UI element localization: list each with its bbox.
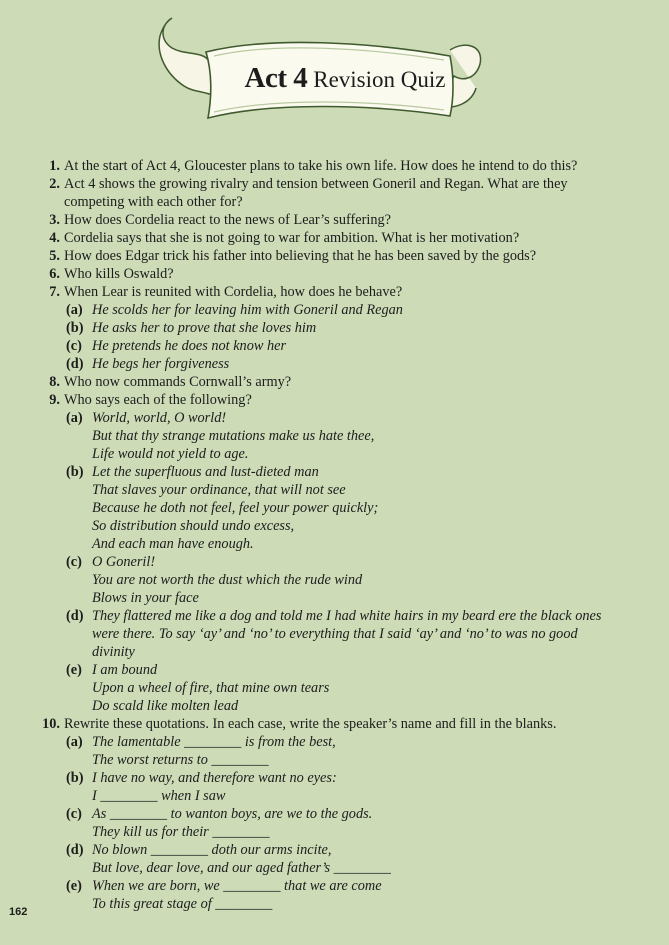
option-label: (e) (66, 662, 82, 678)
question-text: Who kills Oswald? (64, 266, 174, 282)
quiz-line (38, 661, 638, 679)
quotation-text: Blows in your face (92, 590, 199, 606)
option-label: (d) (66, 842, 84, 858)
question-number: 1. (49, 158, 60, 174)
quotation-text: He pretends he does not know her (92, 338, 287, 354)
quiz-line (38, 499, 638, 517)
question-number: 7. (49, 284, 60, 300)
option-label: (a) (66, 410, 83, 426)
quotation-text: He begs her forgiveness (92, 356, 230, 372)
title-act: Act 4 (244, 62, 308, 94)
question-number: 8. (49, 374, 60, 390)
quiz-line (38, 229, 638, 247)
quiz-line (38, 391, 638, 409)
question-text: Rewrite these quotations. In each case, write the speaker’s name and fill in the blanks. (64, 716, 557, 732)
question-text: When Lear is reunited with Cordelia, how does he behave? (64, 284, 403, 300)
quotation-text: O Goneril! (92, 554, 156, 570)
quiz-line (38, 319, 638, 337)
quiz-questions (38, 157, 638, 913)
quiz-line (38, 679, 638, 697)
quotation-text: World, world, O world! (92, 410, 227, 426)
quiz-line (38, 733, 638, 751)
quiz-line (38, 211, 638, 229)
quotation-text: Do scald like molten lead (92, 698, 239, 714)
quotation-text: I am bound (92, 662, 158, 678)
option-label: (e) (66, 878, 82, 894)
quiz-line (38, 355, 638, 373)
question-text: How does Cordelia react to the news of Lear’s suffering? (64, 212, 391, 228)
question-text: Who says each of the following? (64, 392, 252, 408)
quiz-line (38, 427, 638, 445)
quotation-text: But love, dear love, and our aged father’s ________ (92, 860, 391, 876)
page-title (200, 62, 490, 95)
quiz-line (38, 535, 638, 553)
quotation-text: That slaves your ordinance, that will not see (92, 482, 346, 498)
quiz-line (38, 247, 638, 265)
quotation-text: Life would not yield to age. (92, 446, 249, 462)
quiz-line (38, 877, 638, 895)
quotation-text: I ________ when I saw (92, 788, 226, 804)
quiz-line (38, 625, 638, 643)
quiz-line (38, 553, 638, 571)
question-number: 4. (49, 230, 60, 246)
quotation-text: And each man have enough. (92, 536, 254, 552)
quiz-line (38, 175, 638, 193)
quiz-line (38, 337, 638, 355)
option-label: (b) (66, 770, 84, 786)
quotation-text: As ________ to wanton boys, are we to the gods. (92, 806, 373, 822)
quiz-line (38, 751, 638, 769)
quotation-text: Let the superfluous and lust-dieted man (92, 464, 319, 480)
quotation-text: The worst returns to ________ (92, 752, 269, 768)
question-text: Act 4 shows the growing rivalry and tension between Goneril and Regan. What are they (64, 176, 568, 192)
option-label: (c) (66, 338, 82, 354)
quotation-text: were there. To say ‘ay’ and ‘no’ to everything that I said ‘ay’ and ‘no’ to was no good (92, 626, 578, 642)
quiz-line (38, 301, 638, 319)
quiz-line (38, 481, 638, 499)
quotation-text: But that thy strange mutations make us hate thee, (92, 428, 375, 444)
quiz-line (38, 409, 638, 427)
quiz-line (38, 841, 638, 859)
quiz-line (38, 517, 638, 535)
quotation-text: Because he doth not feel, feel your power quickly; (92, 500, 379, 516)
quiz-line (38, 157, 638, 175)
option-label: (d) (66, 608, 84, 624)
quiz-line (38, 895, 638, 913)
option-label: (d) (66, 356, 84, 372)
question-number: 5. (49, 248, 60, 264)
quiz-line (38, 193, 638, 211)
page-number: 162 (9, 906, 28, 918)
quiz-line (38, 265, 638, 283)
quiz-line (38, 643, 638, 661)
question-text: How does Edgar trick his father into believing that he has been saved by the gods? (64, 248, 537, 264)
quiz-line (38, 445, 638, 463)
quotation-text: Upon a wheel of fire, that mine own tears (92, 680, 330, 696)
question-number: 3. (49, 212, 60, 228)
quiz-line (38, 589, 638, 607)
quiz-line (38, 283, 638, 301)
quotation-text: So distribution should undo excess, (92, 518, 295, 534)
option-label: (c) (66, 554, 82, 570)
question-text: Who now commands Cornwall’s army? (64, 374, 292, 390)
quiz-line (38, 859, 638, 877)
option-label: (a) (66, 734, 83, 750)
title-subtitle: Revision Quiz (313, 67, 446, 92)
quiz-line (38, 571, 638, 589)
quiz-line (38, 373, 638, 391)
question-number: 10. (42, 716, 60, 732)
option-label: (b) (66, 464, 84, 480)
quotation-text: The lamentable ________ is from the best, (92, 734, 336, 750)
quotation-text: No blown ________ doth our arms incite, (92, 842, 332, 858)
question-text: Cordelia says that she is not going to war for ambition. What is her motivation? (64, 230, 520, 246)
question-number: 2. (49, 176, 60, 192)
quiz-line (38, 805, 638, 823)
quotation-text: When we are born, we ________ that we are come (92, 878, 382, 894)
quotation-text: They kill us for their ________ (92, 824, 270, 840)
question-text: At the start of Act 4, Gloucester plans to take his own life. How does he intend to do this? (64, 158, 578, 174)
quiz-line (38, 715, 638, 733)
quotation-text: They flattered me like a dog and told me I had white hairs in my beard ere the black ones (92, 608, 602, 624)
question-number: 6. (49, 266, 60, 282)
quotation-text: divinity (92, 644, 135, 660)
question-number: 9. (49, 392, 60, 408)
quotation-text: I have no way, and therefore want no eyes: (92, 770, 337, 786)
quotation-text: He scolds her for leaving him with Goneril and Regan (92, 302, 403, 318)
quiz-line (38, 463, 638, 481)
quiz-line (38, 769, 638, 787)
option-label: (c) (66, 806, 82, 822)
quiz-line (38, 607, 638, 625)
option-label: (a) (66, 302, 83, 318)
quiz-line (38, 823, 638, 841)
quotation-text: To this great stage of ________ (92, 896, 273, 912)
quotation-text: You are not worth the dust which the rude wind (92, 572, 363, 588)
quiz-line (38, 787, 638, 805)
quotation-text: He asks her to prove that she loves him (92, 320, 317, 336)
question-text: competing with each other for? (64, 194, 243, 210)
quiz-line (38, 697, 638, 715)
option-label: (b) (66, 320, 84, 336)
